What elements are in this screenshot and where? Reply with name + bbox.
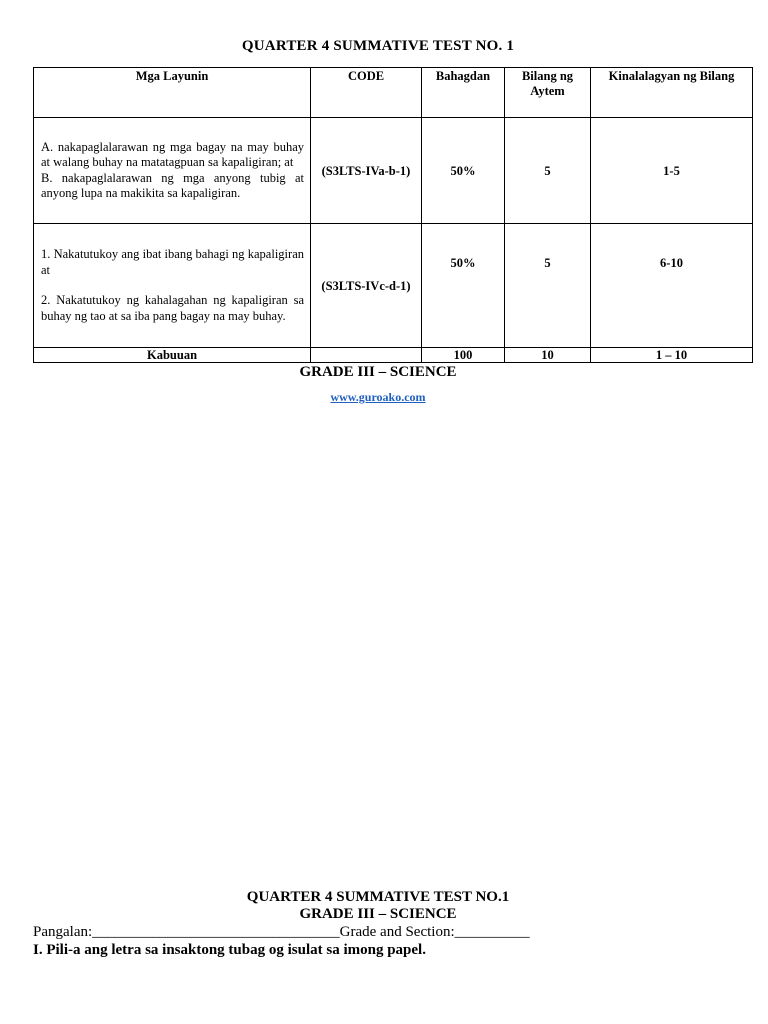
table-row [34,118,753,224]
total-item-placement-cell: 1 – 10 [591,348,753,363]
table-header-row [34,68,753,118]
objective-line: B. nakapaglalarawan ng mga anyong tubig at anyong lupa na makikita sa kapaligiran. [41,170,304,200]
objective-cell [34,118,311,224]
total-row [34,348,753,363]
item-count-cell: 5 [505,118,591,224]
student-info-line [33,924,530,941]
percent-cell: 50% [422,224,505,348]
item-placement-cell: 6-10 [591,224,753,348]
objective-cell [34,224,311,348]
table-row [34,224,753,348]
column-header-objectives: Mga Layunin [34,68,311,118]
column-header-item-count: Bilang ng Aytem [505,68,591,118]
total-code-cell [311,348,422,363]
section-label: Grade and Section: [339,924,455,940]
test-instruction: I. Pili-a ang letra sa insaktong tubag og isulat sa imong papel. [33,942,426,958]
column-header-item-placement: Kinalalagyan ng Bilang [591,68,753,118]
objective-line: A. nakapaglalarawan ng mga bagay na may buhay at walang buhay na matatagpuan sa kapaligiran; at [41,139,304,169]
document-title: QUARTER 4 SUMMATIVE TEST NO. 1 [241,38,515,54]
percent-cell: 50% [422,118,505,224]
total-item-count-cell: 10 [505,348,591,363]
objective-line: 2. Nakatutukoy ng kahalagahan ng kapaligiran sa buhay ng tao at sa iba pang bagay na may buhay. [41,293,304,323]
website-link[interactable]: www.guroako.com [330,390,426,404]
grade-subject-heading: GRADE III – SCIENCE [299,364,457,380]
test-title: QUARTER 4 SUMMATIVE TEST NO.1 [246,889,510,905]
item-count-cell: 5 [505,224,591,348]
test-grade-heading: GRADE III – SCIENCE [299,906,457,922]
column-header-percent: Bahagdan [422,68,505,118]
item-placement-cell: 1-5 [591,118,753,224]
name-label: Pangalan: [33,924,93,940]
total-percent-cell: 100 [422,348,505,363]
column-header-code: CODE [311,68,422,118]
section-blank: __________ [454,924,530,940]
code-cell: (S3LTS-IVc-d-1) [311,224,422,348]
code-cell: (S3LTS-IVa-b-1) [311,118,422,224]
table-of-specifications [33,67,753,363]
name-blank: _________________________________ [92,924,340,940]
objective-line: 1. Nakatutukoy ang ibat ibang bahagi ng kapaligiran at [41,247,304,277]
total-label-cell: Kabuuan [34,348,311,363]
